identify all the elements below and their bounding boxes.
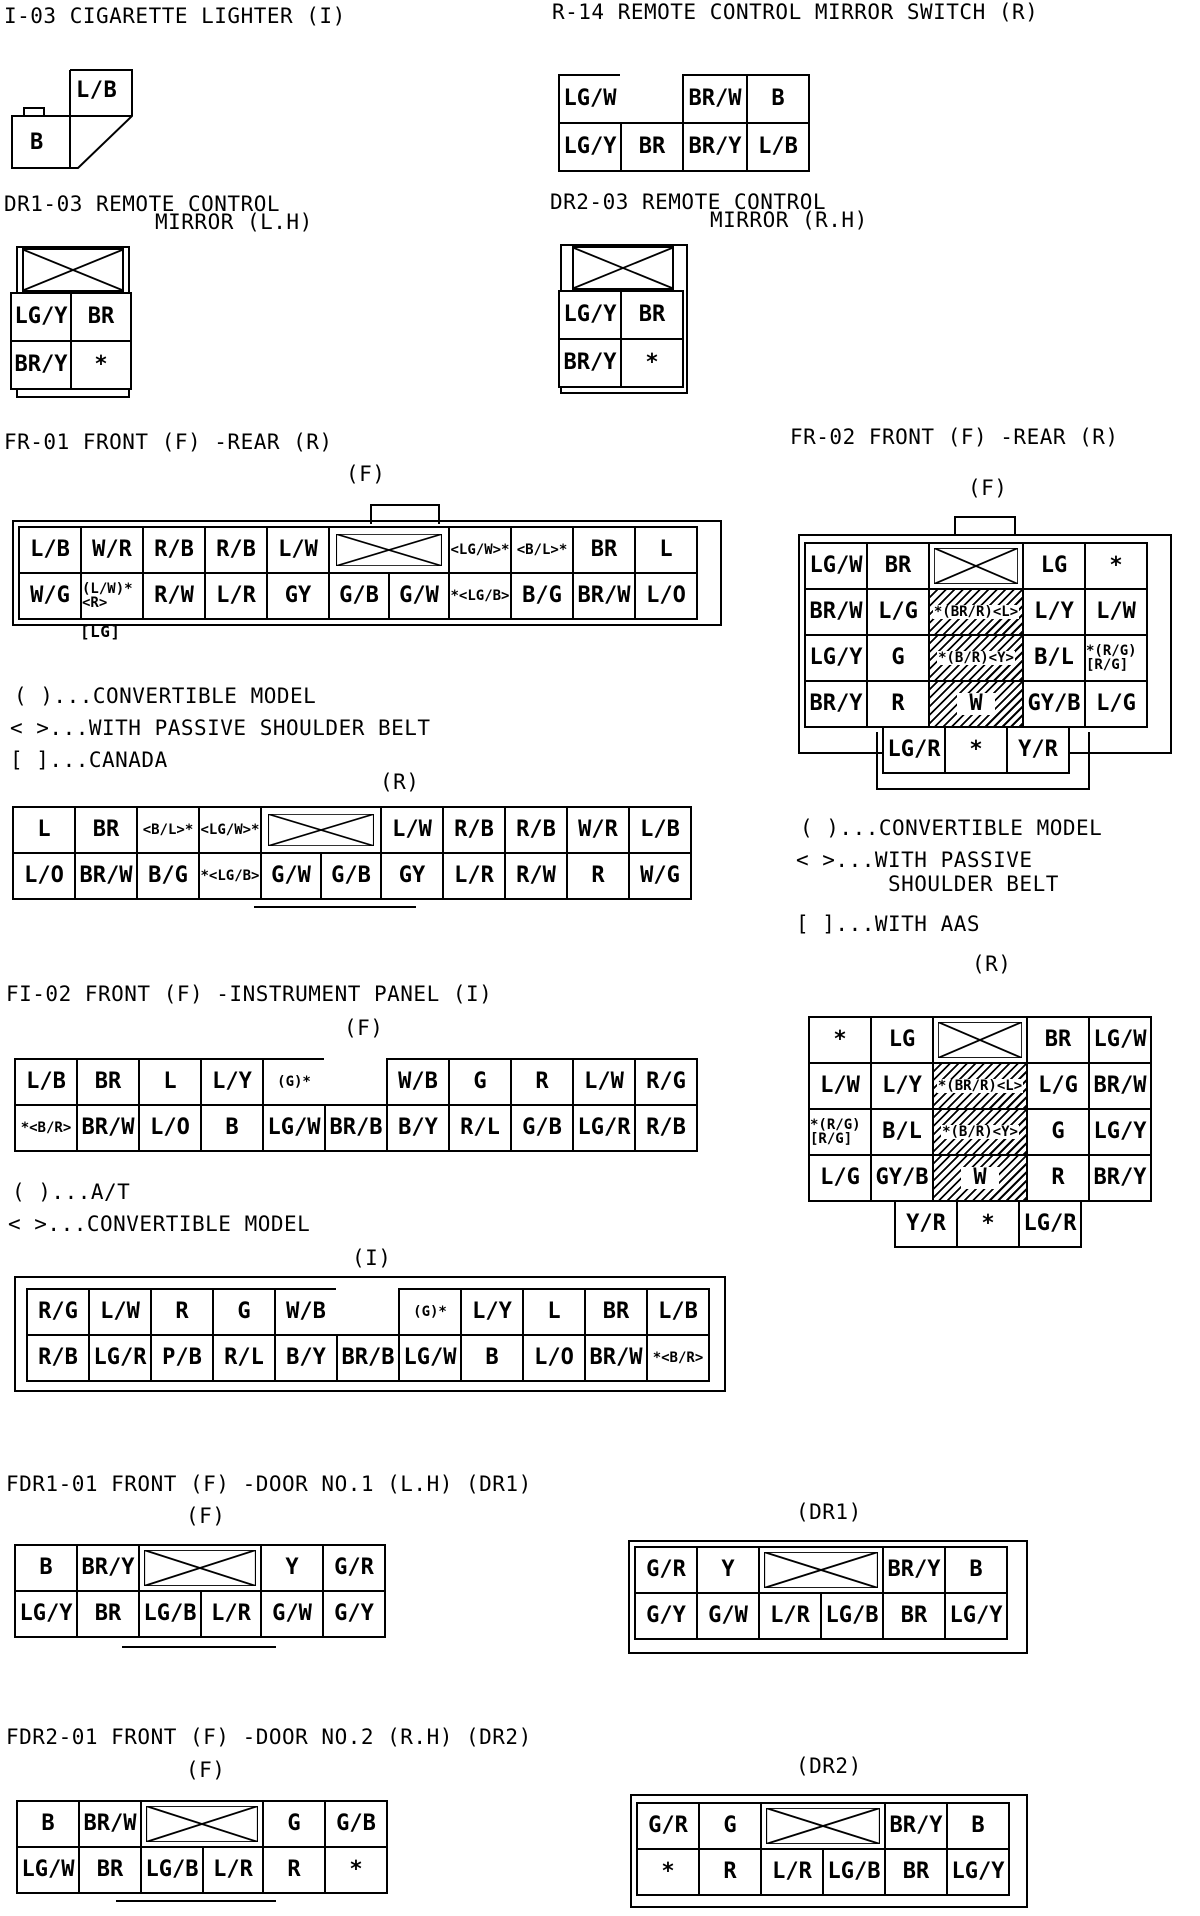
pin: G/R — [322, 1544, 386, 1592]
pin: L/W — [572, 1058, 636, 1106]
pin: L/Y — [1022, 588, 1086, 636]
fr02r-row5 — [894, 1200, 1080, 1248]
heading-fr02: FR-02 FRONT (F) -REAR (R) — [790, 425, 1119, 449]
pin: BR — [620, 290, 684, 340]
pin: LG/W — [262, 1104, 326, 1152]
label-fdr101-door: (DR1) — [796, 1500, 862, 1524]
lock-x-icon — [764, 1552, 878, 1588]
pin: B/L — [870, 1108, 934, 1156]
note-fr01-convertible: ( )...CONVERTIBLE MODEL — [14, 684, 317, 708]
pin: <B/L>* — [510, 526, 574, 574]
pin: LG/Y — [558, 290, 622, 340]
connector-fr01-rear — [10, 806, 710, 910]
pin: B — [946, 1802, 1010, 1850]
pin: R/W — [504, 852, 568, 900]
pin: BR/Y — [882, 1546, 946, 1594]
pin: R — [866, 680, 930, 728]
pin: B/G — [136, 852, 200, 900]
lock-x-icon — [268, 814, 374, 846]
pin: BR — [866, 542, 930, 590]
fi02f-row1 — [14, 1058, 696, 1106]
pin-label: W — [957, 693, 994, 715]
pin: * — [956, 1200, 1020, 1248]
note-fi02-convertible: < >...CONVERTIBLE MODEL — [8, 1212, 311, 1236]
pin: G — [1026, 1108, 1090, 1156]
pin: R/B — [442, 806, 506, 854]
pin-lock-x — [140, 1800, 264, 1848]
pin: BR/W — [804, 588, 868, 636]
i03-outline — [8, 66, 138, 172]
label-fdr101-front: (F) — [186, 1504, 226, 1528]
pin: BR/W — [1088, 1062, 1152, 1110]
pin: LG/B — [140, 1846, 204, 1894]
pin: Y/R — [1006, 726, 1070, 774]
pin: W/B — [386, 1058, 450, 1106]
lock-x-icon — [146, 1806, 258, 1842]
pin: LG — [1022, 542, 1086, 590]
pin: LG/Y — [1088, 1108, 1152, 1156]
pin: L/W — [88, 1288, 152, 1336]
pin: BR/Y — [558, 338, 622, 388]
pin: B/L — [1022, 634, 1086, 682]
note-fr02-convertible: ( )...CONVERTIBLE MODEL — [800, 816, 1103, 840]
pin: * — [808, 1016, 872, 1064]
note-fr01-belt: < >...WITH PASSIVE SHOULDER BELT — [10, 716, 431, 740]
pin-hatched — [932, 1154, 1028, 1202]
connector-fdr201-front — [16, 1800, 396, 1908]
lock-x-icon — [766, 1808, 880, 1844]
note-fr02-belt-2: SHOULDER BELT — [888, 872, 1059, 896]
fdr1d-row2 — [634, 1592, 1006, 1640]
heading-fr01: FR-01 FRONT (F) -REAR (R) — [4, 430, 333, 454]
i03-bottom-pin: B — [30, 130, 44, 155]
pin: (G)* — [398, 1288, 462, 1336]
pin: P/B — [150, 1334, 214, 1382]
lock-x-box — [572, 246, 674, 290]
pin: BR — [882, 1592, 946, 1640]
pin: LG/B — [138, 1590, 202, 1638]
pin: <LG/W>* — [198, 806, 262, 854]
pin: BR — [572, 526, 636, 574]
connector-fdr201-door — [630, 1794, 1028, 1910]
pin: L/R — [204, 572, 268, 620]
pin: L/G — [1084, 680, 1148, 728]
pin: L — [522, 1288, 586, 1336]
pin: LG/Y — [14, 1590, 78, 1638]
pin: BR/Y — [10, 340, 72, 390]
pin: L/O — [12, 852, 76, 900]
connector-fr02-front — [798, 516, 1172, 788]
pin: W/R — [80, 526, 144, 574]
pin-empty — [336, 1288, 400, 1336]
pin: W/G — [18, 572, 82, 620]
pin: LG/R — [1018, 1200, 1082, 1248]
label-fr01-rear: (R) — [380, 770, 420, 794]
pin: L/G — [866, 588, 930, 636]
label-fi02-instrument: (I) — [352, 1246, 392, 1270]
pin-hatched — [928, 634, 1024, 682]
pin: Y — [696, 1546, 760, 1594]
heading-dr203: DR2-03 REMOTE CONTROL — [550, 190, 827, 214]
pin: LG/R — [572, 1104, 636, 1152]
pin: GY/B — [870, 1154, 934, 1202]
dr203-row2 — [558, 338, 682, 388]
pin: * — [944, 726, 1008, 774]
pin: B — [746, 74, 810, 124]
pin: L/W — [808, 1062, 872, 1110]
fr02f-row4 — [804, 680, 1146, 728]
pin: G — [448, 1058, 512, 1106]
pin: LG/W — [16, 1846, 80, 1894]
pin: R/L — [212, 1334, 276, 1382]
pin: BR — [74, 806, 138, 854]
pin: BR — [76, 1058, 140, 1106]
pin-lock-x — [328, 526, 450, 574]
pin: R — [698, 1848, 762, 1896]
pin: L/R — [202, 1846, 264, 1894]
r14-row2 — [558, 122, 814, 172]
fr02r-row4 — [808, 1154, 1150, 1202]
pin: G/W — [388, 572, 450, 620]
fi02i-row1 — [26, 1288, 708, 1336]
pin: L/B — [14, 1058, 78, 1106]
pin-label: *(B/R)<Y> — [942, 1124, 1018, 1140]
fr02f-row1 — [804, 542, 1146, 590]
pin: B — [14, 1544, 78, 1592]
note-fr02-aas: [ ]...WITH AAS — [796, 912, 981, 936]
pin-lock-x — [932, 1016, 1028, 1064]
pin: L/Y — [870, 1062, 934, 1110]
pin-label: *(B/R)<Y> — [938, 650, 1014, 666]
pin: L/W — [380, 806, 444, 854]
lock-x-icon — [938, 1022, 1022, 1058]
pin: L/B — [18, 526, 82, 574]
fr01f-row2 — [18, 572, 696, 620]
pin: G/Y — [322, 1590, 386, 1638]
pin: L/Y — [200, 1058, 264, 1106]
pin: LG/Y — [558, 122, 622, 172]
pin: G/B — [324, 1800, 388, 1848]
pin: R/B — [504, 806, 568, 854]
pin: <B/L>* — [136, 806, 200, 854]
lock-x-icon — [336, 534, 442, 566]
pin: LG/W — [1088, 1016, 1152, 1064]
pin: BR — [70, 292, 132, 342]
connector-fr01-front — [12, 504, 722, 641]
label-fr01-front: (F) — [346, 462, 386, 486]
pin: G/W — [260, 1590, 324, 1638]
pin: * — [70, 340, 132, 390]
pin: G/W — [696, 1592, 760, 1640]
pin: R/B — [634, 1104, 698, 1152]
pin: BR/B — [324, 1104, 388, 1152]
pin: *<B/R> — [646, 1334, 710, 1382]
pin: (G)* — [262, 1058, 326, 1106]
pin: L/Y — [460, 1288, 524, 1336]
pin: R — [1026, 1154, 1090, 1202]
pin-lock-x — [260, 806, 382, 854]
fi02f-row2 — [14, 1104, 696, 1152]
pin-empty — [324, 1058, 388, 1106]
pin: B/G — [510, 572, 574, 620]
pin: L/B — [746, 122, 810, 172]
note-fr01-canada: [ ]...CANADA — [10, 748, 168, 772]
fdr1f-row2 — [14, 1590, 384, 1638]
pin: * — [620, 338, 684, 388]
fdr2f-row1 — [16, 1800, 386, 1848]
fdr2f-row2 — [16, 1846, 386, 1894]
pin: L — [12, 806, 76, 854]
pin: BR — [884, 1848, 948, 1896]
pin: GY — [266, 572, 330, 620]
pin: G/B — [320, 852, 382, 900]
pin: (L/W)*<R> — [80, 572, 144, 620]
lock-x-icon — [934, 548, 1018, 584]
fdr1d-row1 — [634, 1546, 1006, 1594]
pin: LG/W — [398, 1334, 462, 1382]
pin: R — [262, 1846, 326, 1894]
pin: B/Y — [386, 1104, 450, 1152]
pin: * — [324, 1846, 388, 1894]
pin: R/G — [634, 1058, 698, 1106]
pin: LG — [870, 1016, 934, 1064]
connector-fdr101-front — [14, 1544, 394, 1652]
pin: *<LG/B> — [198, 852, 262, 900]
pin: G/Y — [634, 1592, 698, 1640]
heading-dr203-sub: MIRROR (R.H) — [710, 208, 868, 232]
pin: L/R — [200, 1590, 262, 1638]
fr02f-row5 — [882, 726, 1068, 774]
pin: BR/W — [682, 74, 748, 124]
heading-i03: I-03 CIGARETTE LIGHTER (I) — [4, 4, 346, 28]
pin: L/W — [266, 526, 330, 574]
pin: L/G — [1026, 1062, 1090, 1110]
pin-lock-x — [758, 1546, 884, 1594]
pin-hatched — [932, 1108, 1028, 1156]
pin-hatched — [932, 1062, 1028, 1110]
pin: L — [138, 1058, 202, 1106]
pin: G — [866, 634, 930, 682]
pin: L/O — [634, 572, 698, 620]
dr103-row2 — [10, 340, 130, 390]
note-fr02-belt: < >...WITH PASSIVE — [796, 848, 1033, 872]
pin: BR/W — [76, 1104, 140, 1152]
fdr2d-row1 — [636, 1802, 1008, 1850]
pin-empty — [620, 74, 684, 124]
pin-lock-x — [138, 1544, 262, 1592]
pin-lock-x — [928, 542, 1024, 590]
pin: L/O — [138, 1104, 202, 1152]
pin: BR/B — [336, 1334, 400, 1382]
pin: R/B — [142, 526, 206, 574]
connector-fdr101-door — [628, 1540, 1028, 1656]
fr01f-canada-tag: [LG] — [80, 622, 121, 641]
pin: BR — [1026, 1016, 1090, 1064]
heading-dr103-sub: MIRROR (L.H) — [155, 210, 313, 234]
connector-fi02-front — [14, 1058, 714, 1154]
connector-fr02-rear — [808, 1016, 1168, 1272]
pin: R — [150, 1288, 214, 1336]
pin: * — [636, 1848, 700, 1896]
pin: *<B/R> — [14, 1104, 78, 1152]
pin: G — [212, 1288, 276, 1336]
pin: BR — [78, 1846, 142, 1894]
pin: BR — [584, 1288, 648, 1336]
pin: BR/Y — [804, 680, 868, 728]
pin: R/W — [142, 572, 206, 620]
pin: W/R — [566, 806, 630, 854]
fi02i-row2 — [26, 1334, 708, 1382]
heading-dr103: DR1-03 REMOTE CONTROL — [4, 192, 281, 216]
pin: BR/Y — [682, 122, 748, 172]
r14-row1 — [558, 74, 814, 124]
pin: BR/Y — [1088, 1154, 1152, 1202]
pin: Y — [260, 1544, 324, 1592]
pin: B — [16, 1800, 80, 1848]
fdr2d-row2 — [636, 1848, 1008, 1896]
pin: * — [1084, 542, 1148, 590]
label-fr02-rear: (R) — [972, 952, 1012, 976]
heading-fdr101: FDR1-01 FRONT (F) -DOOR NO.1 (L.H) (DR1) — [6, 1472, 532, 1496]
pin: LG/R — [88, 1334, 152, 1382]
pin-lock-x — [760, 1802, 886, 1850]
connector-fi02-instrument — [14, 1276, 726, 1394]
pin: BR/Y — [76, 1544, 140, 1592]
pin: L/O — [522, 1334, 586, 1382]
label-fdr201-door: (DR2) — [796, 1754, 862, 1778]
pin: L/B — [646, 1288, 710, 1336]
pin: G/W — [260, 852, 322, 900]
pin: L/W — [1084, 588, 1148, 636]
pin: BR/W — [584, 1334, 648, 1382]
fr02r-row3 — [808, 1108, 1150, 1156]
pin: GY — [380, 852, 444, 900]
pin: R/B — [204, 526, 268, 574]
pin: LG/Y — [10, 292, 72, 342]
heading-fdr201: FDR2-01 FRONT (F) -DOOR NO.2 (R.H) (DR2) — [6, 1725, 532, 1749]
pin: *(R/G)[R/G] — [808, 1108, 872, 1156]
fr01r-row1 — [12, 806, 690, 854]
pin: B/Y — [274, 1334, 338, 1382]
pin-label: *(BR/R)<L> — [937, 1078, 1023, 1094]
pin: LG/Y — [804, 634, 868, 682]
fr01r-row2 — [12, 852, 690, 900]
pin: W/G — [628, 852, 692, 900]
pin: BR — [620, 122, 684, 172]
pin: BR/W — [572, 572, 636, 620]
pin: G — [698, 1802, 762, 1850]
pin: *<LG/B> — [448, 572, 512, 620]
pin: <LG/W>* — [448, 526, 512, 574]
pin-label: W — [961, 1167, 998, 1189]
pin-hatched — [928, 588, 1024, 636]
pin: L — [634, 526, 698, 574]
pin: R — [510, 1058, 574, 1106]
fr02f-row2 — [804, 588, 1146, 636]
pin: G/R — [634, 1546, 698, 1594]
pin: R/G — [26, 1288, 90, 1336]
pin: G — [262, 1800, 326, 1848]
pin: G/B — [328, 572, 390, 620]
pin-label: *(BR/R)<L> — [933, 604, 1019, 620]
pin: LG/Y — [944, 1592, 1008, 1640]
pin-hatched — [928, 680, 1024, 728]
note-fi02-at: ( )...A/T — [12, 1180, 131, 1204]
connector-dr203 — [558, 244, 688, 396]
pin: Y/R — [894, 1200, 958, 1248]
fr01f-row1 — [18, 526, 696, 574]
dr103-row1 — [10, 292, 130, 342]
pin: LG/R — [882, 726, 946, 774]
lock-x-icon — [144, 1550, 256, 1586]
pin: B — [944, 1546, 1008, 1594]
i03-top-pin: L/B — [76, 78, 118, 103]
label-fdr201-front: (F) — [186, 1758, 226, 1782]
pin: R/B — [26, 1334, 90, 1382]
pin: LG/B — [822, 1848, 886, 1896]
connector-dr103 — [10, 246, 136, 398]
lock-x-box — [22, 248, 124, 292]
pin: R/L — [448, 1104, 512, 1152]
pin: LG/W — [558, 74, 622, 124]
heading-fi02: FI-02 FRONT (F) -INSTRUMENT PANEL (I) — [6, 982, 493, 1006]
pin: LG/W — [804, 542, 868, 590]
pin: G/R — [636, 1802, 700, 1850]
fr02r-row2 — [808, 1062, 1150, 1110]
label-fi02-front: (F) — [344, 1016, 384, 1040]
heading-r14: R-14 REMOTE CONTROL MIRROR SWITCH (R) — [552, 0, 1039, 24]
pin: R — [566, 852, 630, 900]
pin: B — [200, 1104, 264, 1152]
pin: *(R/G)[R/G] — [1084, 634, 1148, 682]
pin: B — [460, 1334, 524, 1382]
label-fr02-front: (F) — [968, 476, 1008, 500]
connector-r14 — [558, 74, 814, 174]
pin: LG/Y — [946, 1848, 1010, 1896]
pin: L/R — [442, 852, 506, 900]
dr203-row1 — [558, 290, 682, 340]
pin: LG/B — [820, 1592, 884, 1640]
pin: BR — [76, 1590, 140, 1638]
pin: L/G — [808, 1154, 872, 1202]
pin: L/R — [760, 1848, 824, 1896]
pin: BR/W — [78, 1800, 142, 1848]
pin: BR/W — [74, 852, 138, 900]
pin: L/B — [628, 806, 692, 854]
fr02f-row3 — [804, 634, 1146, 682]
fr02r-row1 — [808, 1016, 1150, 1064]
pin: W/B — [274, 1288, 338, 1336]
pin: GY/B — [1022, 680, 1086, 728]
pin: G/B — [510, 1104, 574, 1152]
fdr1f-row1 — [14, 1544, 384, 1592]
pin: BR/Y — [884, 1802, 948, 1850]
pin: L/R — [758, 1592, 822, 1640]
